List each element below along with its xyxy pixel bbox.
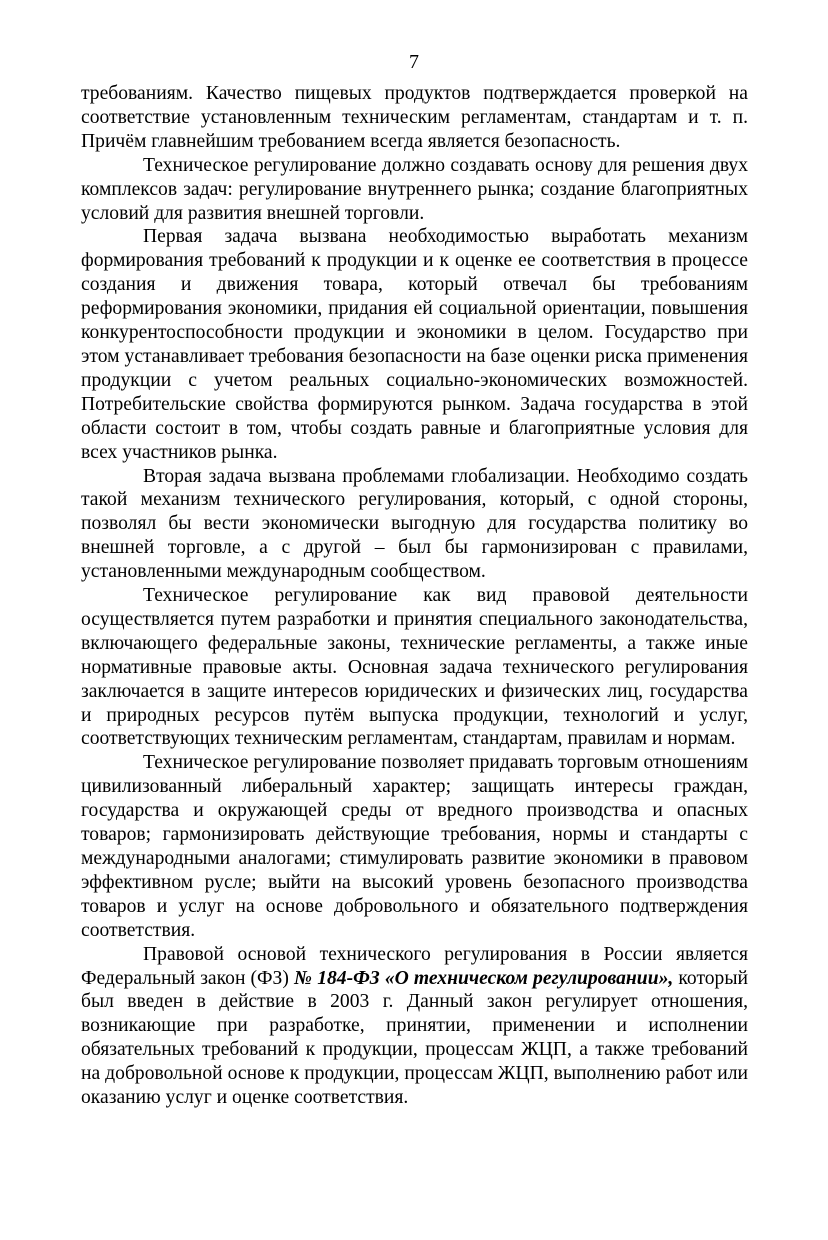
- paragraph-legal-basis: [81, 943, 748, 1110]
- paragraph-benefits: Техническое регулирование позволяет придавать торговым отношениям цивилизованный либеральный характер; защищать интересы граждан, государства и окружающей среды от вредного производства и опасных товаров; гармонизировать действующие требования, нормы и стандарты с международными аналогами; стимулировать развитие экономики в правовом эффективном русле; выйти на высокий уровень безопасного производства товаров и услуг на основе добровольного и обязательного подтверждения соответствия.: [81, 752, 748, 941]
- paragraph-continuation: требованиям. Качество пищевых продуктов подтверждается проверкой на соответствие установленным техническим регламентам, стандартам и т. п. Причём главнейшим требованием всегда является безопасность.: [81, 83, 748, 152]
- paragraph-second-task: Вторая задача вызвана проблемами глобализации. Необходимо создать такой механизм технического регулирования, который, с одной стороны, позволял бы вести экономически выгодную для государства политику во внешней торговле, а с другой – был бы гармонизирован с правилами, установленными международным сообществом.: [81, 465, 748, 583]
- paragraph-first-task: Первая задача вызвана необходимостью выработать механизм формирования требований к продукции и к оценке ее соответствия в процессе создания и движения товара, который отвечал бы требованиям реформирования экономики, придания ей социальной ориентации, повышения конкурентоспособности продукции и экономики в целом. Государство при этом устанавливает требования безопасности на базе оценки риска применения продукции с учетом реальных социально-экономических возможностей. Потребительские свойства формируются рынком. Задача государства в этой области состоит в том, чтобы создать равные и благоприятные условия для всех участников рынка.: [81, 226, 748, 463]
- paragraph-two-tasks: Техническое регулирование должно создавать основу для решения двух комплексов задач: регулирование внутреннего рынка; создание благоприятных условий для развития внешней торговли.: [81, 154, 748, 224]
- legal-basis-details: который был введен в действие в 2003 г. Данный закон регулирует отношения, возникающие при разработке, принятии, применении и исполнении обязательных требований к продукции, процессам ЖЦП, а также требований на добровольной основе к продукции, процессам ЖЦП, выполнению работ или оказанию услуг и оценке соответствия.: [81, 967, 749, 1109]
- page-number: 7: [409, 51, 419, 73]
- legal-basis-intro: Правовой основой технического регулирования в России является Федеральный закон (ФЗ): [81, 943, 748, 989]
- paragraph-legal-activity: Техническое регулирование как вид правовой деятельности осуществляется путем разработки и принятия специального законодательства, включающего федеральные законы, технические регламенты, а также иные нормативные правовые акты. Основная задача технического регулирования заключается в защите интересов юридических и физических лиц, государства и природных ресурсов путём выпуска продукции, технологий и услуг, соответствующих техническим регламентам, стандартам, правилам и нормам.: [81, 585, 748, 750]
- page-body: [81, 82, 748, 1110]
- law-reference: № 184-ФЗ «О техническом регулировании»,: [293, 967, 674, 989]
